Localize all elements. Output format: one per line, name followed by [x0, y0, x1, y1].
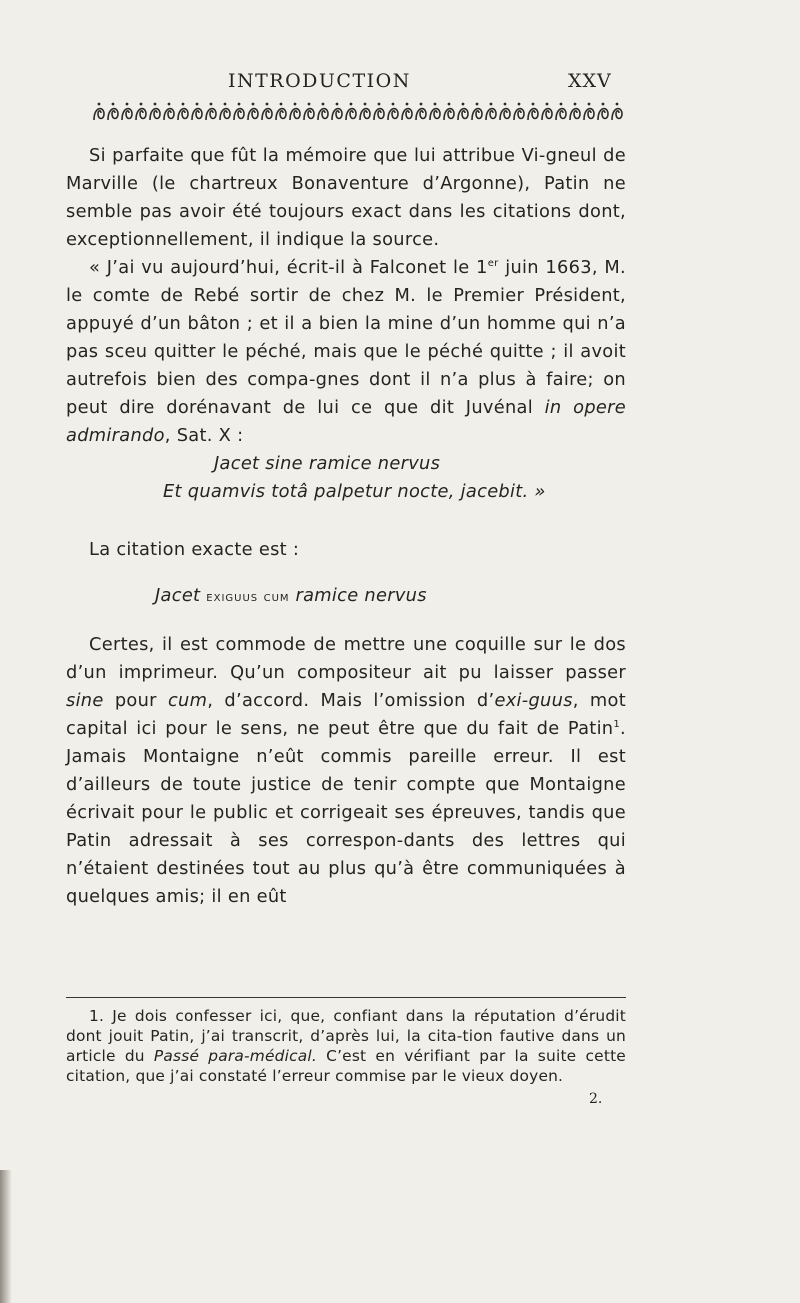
footnote-reference[interactable]: 1 [613, 719, 621, 731]
quote-text-body: juin 1663, M. le comte de Rebé sortir de chez M. le Premier Président, appuyé d’un bâton ; et il a bien la mine d’un homme qui n’a pas sceu quitter le péché, mais que le péché quitte ; il avoit autrefois bien des compa-gnes dont il n’a plus à faire; on peut dire dorénavant de lui ce que dit Juvénal [66, 257, 626, 418]
paragraph-quote [66, 254, 626, 450]
quote-text-start: « J’ai vu aujourd’hui, écrit-il à Falconet le 1 [89, 257, 488, 278]
superscript-er: er [487, 258, 499, 270]
footnote-italic-title: Passé para-médical. [153, 1047, 317, 1065]
footnote [66, 1006, 626, 1086]
footnote-paragraph [66, 1006, 626, 1086]
paragraph-intro-text: Si parfaite que fût la mémoire que lui attribue Vi-gneul de Marville (le chartreux Bonaventure d’Argonne), Patin ne semble pas avoir été toujours exact dans les citations dont, exceptionnellement, il indique la source. [66, 145, 626, 250]
certes-text-b: pour [103, 690, 168, 711]
certes-text-e: . Jamais Montaigne n’eût commis pareille erreur. Il est d’ailleurs de toute justice de tenir compte que Montaigne écrivait pour le public et corrigeait ses épreuves, tandis que Patin adressait à ses correspon-dants des lettres qui n’étaient destinées tout au plus qu’à être communiquées à quelques amis; il en eût [66, 718, 626, 907]
citation-verse-start: Jacet [155, 585, 207, 606]
certes-text-d: , mot capital ici pour le sens, ne peut être que du fait de Patin [66, 690, 626, 739]
quote-text-end: , Sat. X : [164, 425, 244, 446]
citation-verse [66, 582, 626, 611]
footnote-text-b: C’est en vérifiant par la suite cette citation, que j’ai constaté l’erreur commise par le vieux doyen. [66, 1047, 626, 1085]
paragraph-certes [66, 631, 626, 911]
page-number: XXV [568, 70, 612, 92]
running-head [0, 66, 800, 96]
footnote-divider [66, 997, 626, 998]
certes-text-a: Certes, il est commode de mettre une coquille sur le dos d’un imprimeur. Qu’un compositeur ait pu laisser passer [66, 634, 626, 683]
verse-line-2: Et quamvis totâ palpetur nocte, jacebit. » [163, 481, 546, 502]
footnote-text-a: 1. Je dois confesser ici, que, confiant dans la réputation d’érudit dont jouit Patin, j’ai transcrit, d’après lui, la cita-tion fautive dans un article du [66, 1007, 626, 1065]
page-edge-shadow [0, 1170, 12, 1303]
main-text [66, 142, 626, 911]
certes-italic-sine: sine [66, 690, 104, 711]
chapter-title: INTRODUCTION [228, 70, 411, 92]
citation-smallcaps: exiguus cum [206, 589, 290, 605]
signature-mark: 2. [589, 1091, 603, 1107]
verse-line-1: Jacet sine ramice nervus [214, 453, 441, 474]
certes-text-c: , d’accord. Mais l’omission d’ [207, 690, 495, 711]
quote-italic-latin: in opere admirando [66, 397, 627, 446]
citation-verse-end: ramice nervus [289, 585, 427, 606]
paragraph-citation-intro: La citation exacte est : [89, 539, 300, 560]
paragraph-intro [66, 142, 626, 254]
certes-italic-cum: cum [167, 690, 208, 711]
fleuron-band-icon [92, 100, 624, 124]
certes-italic-exiguus: exi-guus [494, 690, 573, 711]
